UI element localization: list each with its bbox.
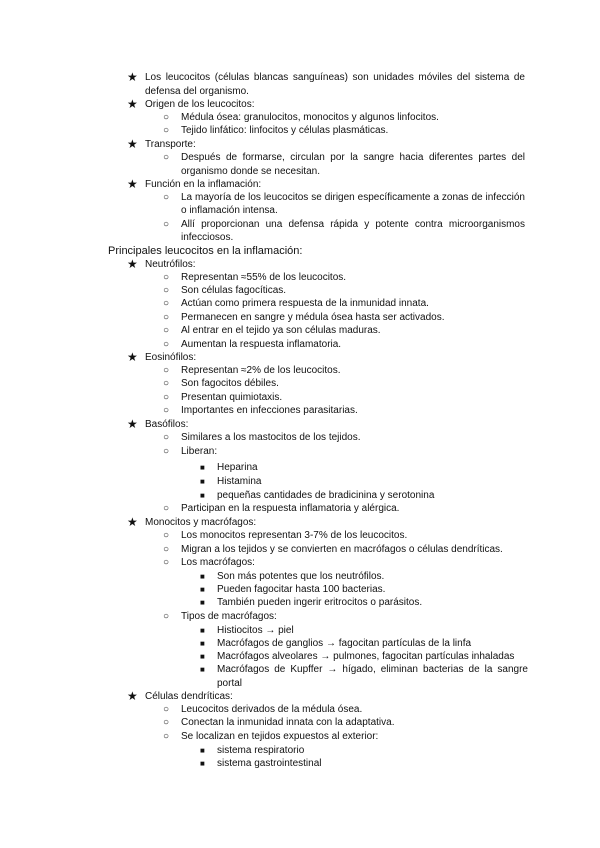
section-heading: Principales leucocitos en la inflamación: [108,245,303,257]
circle-bullet-icon: ○ [163,392,170,403]
list-item: Liberan: [181,446,218,457]
circle-bullet-icon: ○ [163,298,170,309]
circle-bullet-icon: ○ [163,192,170,203]
star-bullet-icon: ★ [127,137,138,151]
square-bullet-icon: ■ [200,759,205,768]
square-bullet-icon: ■ [200,746,205,755]
circle-bullet-icon: ○ [163,557,170,568]
list-item: Después de formarse, circulan por la sangre hacia diferentes partes del [181,152,525,163]
circle-bullet-icon: ○ [163,339,170,350]
list-item: Eosinófilos: [145,352,197,363]
square-bullet-icon: ■ [200,463,205,472]
circle-bullet-icon: ○ [163,544,170,555]
circle-bullet-icon: ○ [163,285,170,296]
list-item: Representan ≈2% de los leucocitos. [181,365,341,376]
list-item: Heparina [217,462,258,473]
star-bullet-icon: ★ [127,177,138,191]
square-bullet-icon: ■ [200,665,205,674]
circle-bullet-icon: ○ [163,365,170,376]
list-item: Función en la inflamación: [145,179,262,190]
list-item: Son fagocitos débiles. [181,378,279,389]
square-bullet-icon: ■ [200,491,205,500]
circle-bullet-icon: ○ [163,325,170,336]
list-item: Presentan quimiotaxis. [181,392,283,403]
list-item: Son células fagocíticas. [181,285,287,296]
list-item: Los leucocitos (células blancas sanguíneas) son unidades móviles del sistema de [145,72,525,83]
list-item: Aumentan la respuesta inflamatoria. [181,339,342,350]
list-item: Histamina [217,476,262,487]
circle-bullet-icon: ○ [163,405,170,416]
list-item: Son más potentes que los neutrófilos. [217,571,385,582]
square-bullet-icon: ■ [200,585,205,594]
list-item-continuation: organismo donde se necesitan. [181,166,320,177]
list-item: Al entrar en el tejido ya son células maduras. [181,325,381,336]
list-item-continuation: defensa del organismo. [145,86,249,97]
list-item: Macrófagos de ganglios → fagocitan partículas de la linfa [217,638,472,649]
list-item: Leucocitos derivados de la médula ósea. [181,704,363,715]
circle-bullet-icon: ○ [163,717,170,728]
list-item: Los macrófagos: [181,557,255,568]
list-item: Migran a los tejidos y se convierten en macrófagos o células dendríticas. [181,544,503,555]
list-item: Actúan como primera respuesta de la inmunidad innata. [181,298,429,309]
list-item: Células dendríticas: [145,691,233,702]
list-item-continuation: infecciosos. [181,232,234,243]
circle-bullet-icon: ○ [163,125,170,136]
square-bullet-icon: ■ [200,598,205,607]
square-bullet-icon: ■ [200,572,205,581]
square-bullet-icon: ■ [200,477,205,486]
star-bullet-icon: ★ [127,97,138,111]
list-item: sistema gastrointestinal [217,758,322,769]
list-item: Pueden fagocitar hasta 100 bacterias. [217,584,386,595]
star-bullet-icon: ★ [127,350,138,364]
square-bullet-icon: ■ [200,639,205,648]
list-item: Participan en la respuesta inflamatoria y alérgica. [181,503,400,514]
list-item: Importantes en infecciones parasitarias. [181,405,358,416]
list-item: Monocitos y macrófagos: [145,517,257,528]
list-item: Macrófagos alveolares → pulmones, fagocitan partículas inhaladas [217,651,515,662]
list-item-continuation: o inflamación intensa. [181,205,278,216]
circle-bullet-icon: ○ [163,446,170,457]
circle-bullet-icon: ○ [163,152,170,163]
list-item: Histiocitos → piel [217,625,294,636]
circle-bullet-icon: ○ [163,432,170,443]
square-bullet-icon: ■ [200,626,205,635]
list-item: La mayoría de los leucocitos se dirigen específicamente a zonas de infección [181,192,525,203]
list-item: pequeñas cantidades de bradicinina y serotonina [217,490,435,501]
list-item: Representan ≈55% de los leucocitos. [181,272,347,283]
list-item: También pueden ingerir eritrocitos o parásitos. [217,597,423,608]
list-item: Tipos de macrófagos: [181,611,277,622]
star-bullet-icon: ★ [127,515,138,529]
circle-bullet-icon: ○ [163,704,170,715]
circle-bullet-icon: ○ [163,503,170,514]
list-item: Neutrófilos: [145,259,196,270]
star-bullet-icon: ★ [127,689,138,703]
list-item: Macrófagos de Kupffer → hígado, eliminan bacterias de la sangre [217,664,528,675]
list-item-continuation: portal [217,678,243,689]
list-item: Transporte: [145,139,196,150]
list-item: Los monocitos representan 3-7% de los leucocitos. [181,530,408,541]
list-item: Conectan la inmunidad innata con la adaptativa. [181,717,395,728]
list-item: Permanecen en sangre y médula ósea hasta ser activados. [181,312,445,323]
list-item: Similares a los mastocitos de los tejidos. [181,432,361,443]
circle-bullet-icon: ○ [163,112,170,123]
circle-bullet-icon: ○ [163,312,170,323]
list-item: sistema respiratorio [217,745,305,756]
list-item: Allí proporcionan una defensa rápida y potente contra microorganismos [181,219,525,230]
circle-bullet-icon: ○ [163,530,170,541]
list-item: Se localizan en tejidos expuestos al exterior: [181,731,379,742]
list-item: Basófilos: [145,419,189,430]
list-item: Tejido linfático: linfocitos y células plasmáticas. [181,125,389,136]
circle-bullet-icon: ○ [163,611,170,622]
square-bullet-icon: ■ [200,652,205,661]
list-item: Origen de los leucocitos: [145,99,255,110]
circle-bullet-icon: ○ [163,219,170,230]
circle-bullet-icon: ○ [163,378,170,389]
circle-bullet-icon: ○ [163,731,170,742]
star-bullet-icon: ★ [127,70,138,84]
list-item: Médula ósea: granulocitos, monocitos y algunos linfocitos. [181,112,439,123]
circle-bullet-icon: ○ [163,272,170,283]
star-bullet-icon: ★ [127,257,138,271]
star-bullet-icon: ★ [127,417,138,431]
